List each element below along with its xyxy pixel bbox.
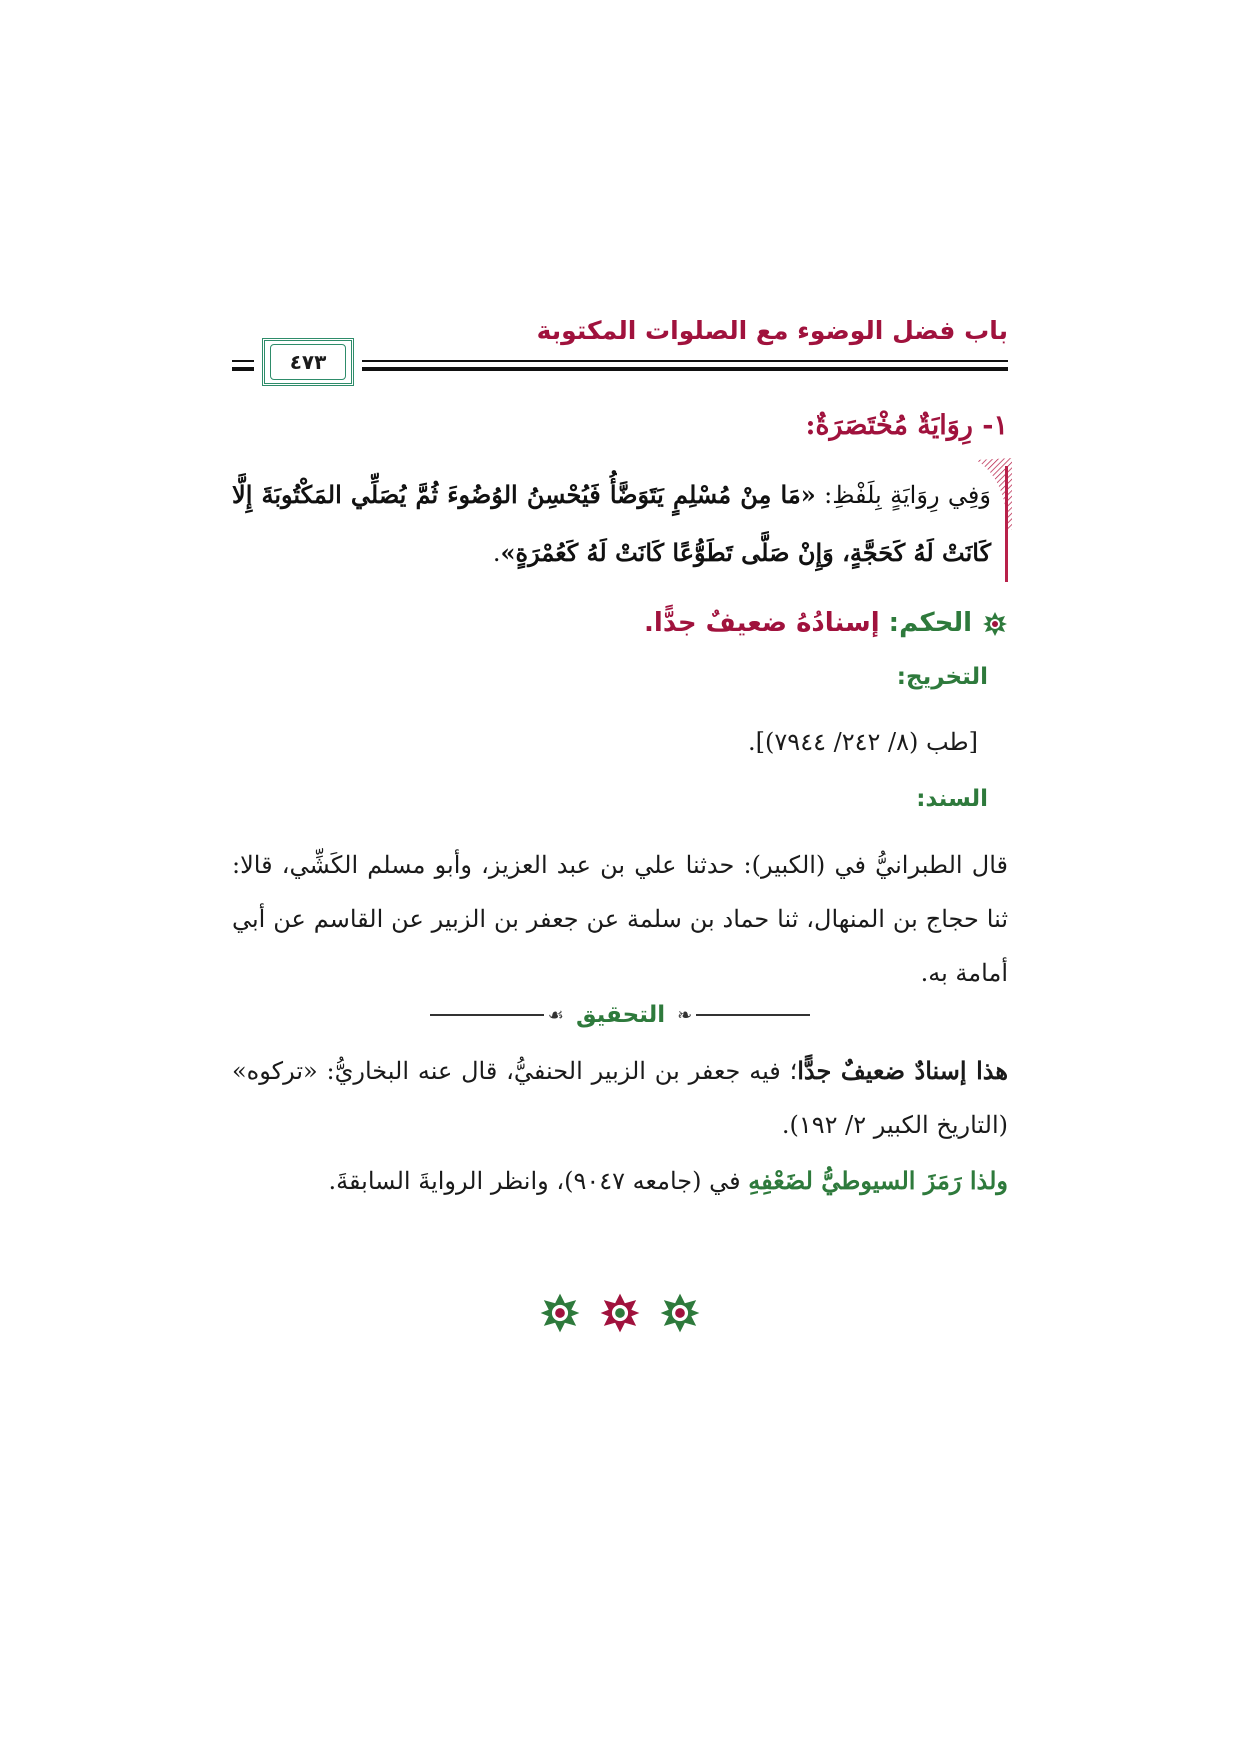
tahqiq-p1-text: ؛ فيه جعفر بن الزبير الحنفيُّ، قال عنه البخاريُّ: «تركوه» (التاريخ الكبير ٢/ ١٩٢). (232, 1057, 1008, 1139)
tahqiq-p2-text: في (جامعه ٩٠٤٧)، وانظر الروايةَ السابقةَ. (328, 1167, 749, 1195)
ruling-value: إسنادُهُ ضعيفٌ جدًّا. (644, 608, 880, 638)
tahqiq-title: التحقيق (575, 1002, 666, 1028)
end-ornaments (0, 1292, 1240, 1342)
section-heading: ١- رِوَايَةٌ مُخْتَصَرَةٌ: (805, 410, 1008, 441)
hadith-intro: وَفِي رِوَايَةٍ بِلَفْظِ: (815, 481, 991, 509)
tahqiq-verdict: هذا إسنادٌ ضعيفٌ جدًّا (797, 1056, 1009, 1085)
suyuti-note: ولذا رَمَزَ السيوطيُّ لضَعْفِهِ (748, 1166, 1008, 1195)
takhrij-label: التخريج: (896, 664, 988, 690)
tahqiq-paragraph-1 (232, 1044, 1008, 1152)
star-ornament-icon (539, 1292, 581, 1334)
hadith-end: . (492, 539, 501, 567)
divider-ornament-icon: ☙ (547, 1004, 564, 1026)
chapter-title: باب فضل الوضوء مع الصلوات المكتوبة (536, 316, 1008, 345)
star-ornament-icon (659, 1292, 701, 1334)
sanad-text: قال الطبرانيُّ في (الكبير): حدثنا علي بن عبد العزيز، وأبو مسلم الكَشِّي، قالا: ثنا حجاج بن المنهال، ثنا حماد بن سلمة عن جعفر بن الزبير عن القاسم عن أبي أمامة به. (232, 851, 1008, 987)
hadith-text-block (232, 466, 1008, 582)
star-ornament-icon (982, 611, 1008, 637)
tahqiq-paragraph-2 (232, 1154, 1008, 1208)
star-ornament-icon (599, 1292, 641, 1334)
ruling-line (644, 608, 1008, 638)
ruling-label: الحكم: (879, 608, 972, 638)
tahqiq-divider (430, 1000, 810, 1030)
page-number: ٤٧٣ (270, 344, 346, 380)
divider-ornament-icon: ❧ (677, 1004, 693, 1026)
sanad-label: السند: (916, 786, 988, 812)
takhrij-reference: [طب (٨/ ٢٤٢/ ٧٩٤٤)]. (748, 728, 978, 756)
hadith-matn: «مَا مِنْ مُسْلِمٍ يَتَوَضَّأُ فَيُحْسِنُ الوُضُوءَ ثُمَّ يُصَلِّي المَكْتُوبَةَ إِلَّا كَانَتْ لَهُ كَحَجَّةٍ، وَإِنْ صَلَّى تَطَوُّعًا كَانَتْ لَهُ كَعُمْرَةٍ» (232, 480, 991, 567)
page-number-badge (262, 338, 354, 386)
